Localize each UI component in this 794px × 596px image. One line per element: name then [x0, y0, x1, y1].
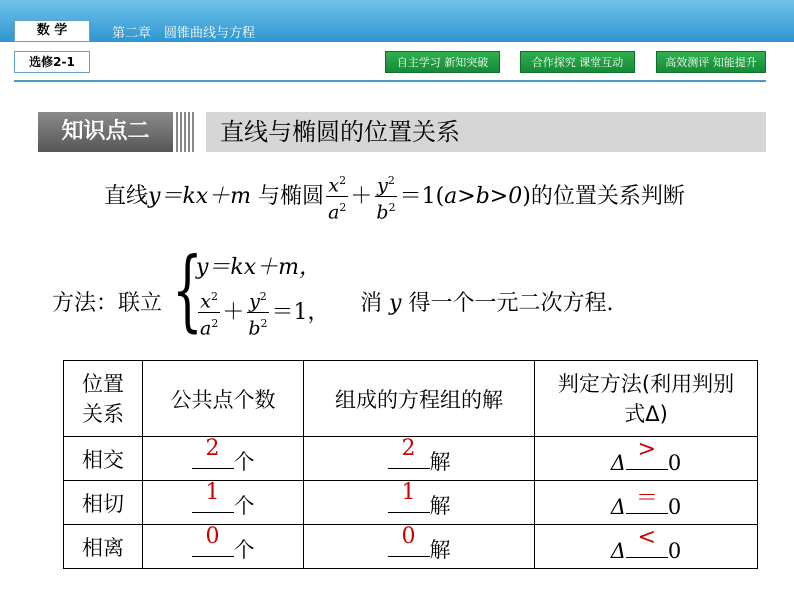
solutions-cell: 2 解 [304, 437, 535, 481]
system-brace: { [172, 238, 203, 341]
fraction-x2-a2: $\frac{x^2}{a^2}$ [326, 170, 348, 224]
method-label: 方法：联立 [52, 291, 163, 316]
intro-mid: 与椭圆 [258, 183, 325, 209]
section-badge: 知识点二 [38, 112, 173, 152]
header-count: 公共点个数 [143, 361, 304, 437]
header-discriminant: 判定方法(利用判别 式Δ) [535, 361, 758, 437]
relation-separate: 相离 [64, 525, 143, 569]
subject-label: 数 学 [14, 20, 90, 42]
count-cell: 0 个 [143, 525, 304, 569]
course-label: 选修2-1 [14, 51, 90, 73]
count-cell: 1 个 [143, 481, 304, 525]
system-equation-1: y＝kx＋m， [196, 255, 322, 280]
system-equation-2: $\frac{x^2}{a^2}$ ＋ $\frac{y^2}{b^2}$ ＝1， [196, 286, 330, 340]
solutions-cell: 1 解 [304, 481, 535, 525]
table-row [64, 437, 758, 481]
header-divider [14, 80, 766, 82]
intro-line: 直线y＝kx＋m 与椭圆 $\frac{x^2}{a^2}$ ＋ $\frac{y^2}{b^2}$ ＝1(a>b>0)的位置关系判断 [104, 170, 685, 224]
relation-tangent: 相切 [64, 481, 143, 525]
solutions-cell: 0 解 [304, 525, 535, 569]
discriminant-cell: Δ ＝ 0 [535, 481, 758, 525]
table-row [64, 525, 758, 569]
section-stripes [176, 112, 194, 152]
table-row [64, 481, 758, 525]
nav-self-study-button[interactable]: 自主学习 新知突破 [385, 51, 500, 73]
table-header-row [64, 361, 758, 437]
relation-intersect: 相交 [64, 437, 143, 481]
relation-table [63, 360, 758, 569]
chapter-title: 第二章 圆锥曲线与方程 [112, 26, 256, 41]
nav-assessment-button[interactable]: 高效测评 知能提升 [656, 51, 766, 73]
fraction-y2-b2: $\frac{y^2}{b^2}$ [374, 170, 397, 224]
discriminant-cell: Δ > 0 [535, 437, 758, 481]
intro-prefix: 直线 [104, 183, 149, 209]
line-equation: y＝kx＋m [148, 183, 252, 209]
discriminant-cell: Δ < 0 [535, 525, 758, 569]
header-relation: 位置 关系 [64, 361, 143, 437]
elimination-text: 消 y 得一个一元二次方程. [360, 291, 614, 316]
count-cell: 2 个 [143, 437, 304, 481]
section-title: 直线与椭圆的位置关系 [206, 112, 766, 152]
nav-cooperative-button[interactable]: 合作探究 课堂互动 [520, 51, 635, 73]
ellipse-condition: a>b>0 [444, 183, 523, 209]
header-solutions: 组成的方程组的解 [304, 361, 535, 437]
